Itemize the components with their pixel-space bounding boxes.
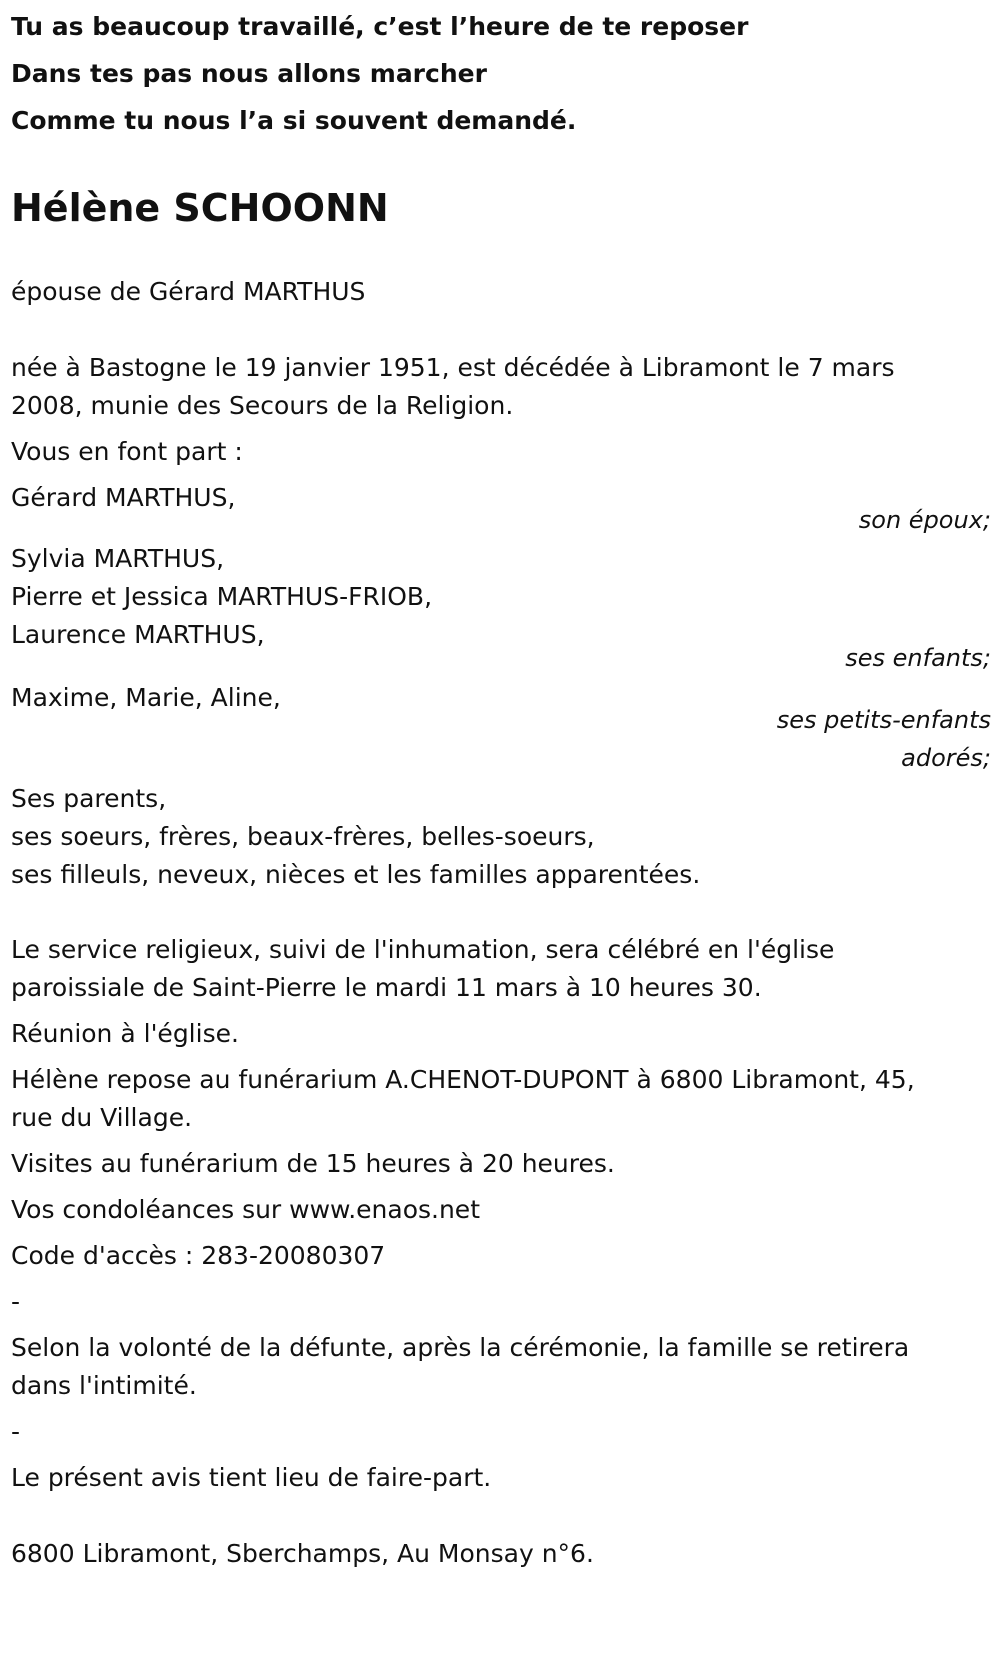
rest-line: Hélène repose au funérarium A.CHENOT-DUPONT à 6800 Libramont, 45, <box>11 1065 915 1094</box>
separator: - <box>11 1417 21 1446</box>
separator: - <box>11 1287 21 1316</box>
wish-line: Selon la volonté de la défunte, après la cérémonie, la famille se retirera <box>11 1333 910 1362</box>
service-paragraph <box>11 930 991 1008</box>
birth-death-line: née à Bastogne le 19 janvier 1951, est décédée à Libramont le 7 mars <box>11 353 895 382</box>
family-name: Laurence MARTHUS, <box>11 620 265 649</box>
family-children <box>11 540 991 678</box>
service-line: paroissiale de Saint-Pierre le mardi 11 mars à 10 heures 30. <box>11 973 762 1002</box>
wish-line: dans l'intimité. <box>11 1371 197 1400</box>
family-spouse <box>11 478 991 540</box>
family-grandchildren <box>11 678 991 778</box>
condolences-line: Vos condoléances sur www.enaos.net <box>11 1195 480 1224</box>
rest-paragraph <box>11 1060 991 1138</box>
reunion-line: Réunion à l'église. <box>11 1019 239 1048</box>
relatives-line: ses soeurs, frères, beaux-frères, belles-soeurs, <box>11 822 595 851</box>
verse-line: Comme tu nous l’a si souvent demandé. <box>11 106 577 135</box>
family-name: Sylvia MARTHUS, <box>11 544 225 573</box>
family-name: Gérard MARTHUS, <box>11 483 236 512</box>
verse-line: Tu as beaucoup travaillé, c’est l’heure de te reposer <box>11 12 749 41</box>
family-role: ses enfants; <box>845 644 991 672</box>
relatives-line: Ses parents, <box>11 784 167 813</box>
deceased-name: Hélène SCHOONN <box>11 186 389 230</box>
obituary-notice <box>11 0 991 1574</box>
family-role: adorés; <box>901 744 991 772</box>
spouse-line: épouse de Gérard MARTHUS <box>11 277 366 306</box>
address-line: 6800 Libramont, Sberchamps, Au Monsay n°6. <box>11 1539 594 1568</box>
family-role: son époux; <box>858 506 991 534</box>
service-line: Le service religieux, suivi de l'inhumation, sera célébré en l'église <box>11 935 835 964</box>
family-relatives <box>11 780 991 894</box>
verse-line: Dans tes pas nous allons marcher <box>11 59 487 88</box>
relatives-line: ses filleuls, neveux, nièces et les familles apparentées. <box>11 860 701 889</box>
family-name: Maxime, Marie, Aline, <box>11 683 281 712</box>
rest-line: rue du Village. <box>11 1103 193 1132</box>
announce-line: Vous en font part : <box>11 437 243 466</box>
notice-line: Le présent avis tient lieu de faire-part. <box>11 1463 492 1492</box>
visits-line: Visites au funérarium de 15 heures à 20 heures. <box>11 1149 615 1178</box>
wish-paragraph <box>11 1328 991 1406</box>
family-name: Pierre et Jessica MARTHUS-FRIOB, <box>11 582 433 611</box>
access-code-line: Code d'accès : 283-20080307 <box>11 1241 386 1270</box>
birth-death-paragraph <box>11 348 991 426</box>
family-role: ses petits-enfants <box>776 706 991 734</box>
verse <box>11 0 991 146</box>
birth-death-line: 2008, munie des Secours de la Religion. <box>11 391 514 420</box>
